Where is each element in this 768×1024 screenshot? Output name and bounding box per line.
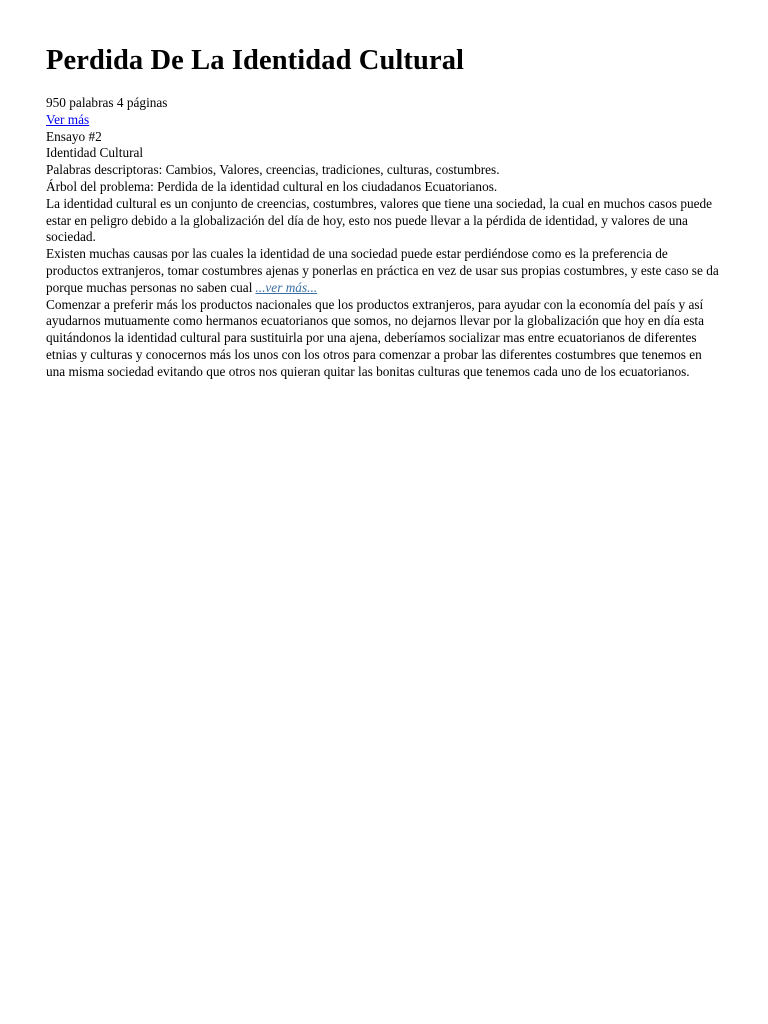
essay-problem-tree: Árbol del problema: Perdida de la identidad cultural en los ciudadanos Ecuatorianos. xyxy=(46,178,498,194)
ver-mas-line xyxy=(46,112,722,129)
document-body xyxy=(46,95,722,381)
essay-paragraph-2 xyxy=(46,246,722,296)
essay-keywords: Palabras descriptoras: Cambios, Valores, creencias, tradiciones, culturas, costumbres. xyxy=(46,162,500,178)
document-meta: 950 palabras 4 páginas xyxy=(46,95,168,110)
essay-number: Ensayo #2 xyxy=(46,128,102,144)
document-page xyxy=(0,0,768,381)
inline-ver-mas-link[interactable]: ...ver más... xyxy=(255,279,318,295)
essay-subject: Identidad Cultural xyxy=(46,145,144,161)
essay-paragraph-1: La identidad cultural es un conjunto de creencias, costumbres, valores que tiene una sociedad, la cual en muchos casos puede estar en peligro debido a la globalización del día de hoy, esto nos puede llevar a la pérdida de identidad, y valores de una sociedad. xyxy=(46,195,713,245)
essay-paragraph-2-text: Existen muchas causas por las cuales la identidad de una sociedad puede estar perdiéndose como es la preferencia de productos extranjeros, tomar costumbres ajenas y ponerlas en práctica en vez de usar sus propias costumbres, y este caso se da porque muchas personas no saben cual xyxy=(46,246,719,295)
document-title: Perdida De La Identidad Cultural xyxy=(46,45,465,76)
essay-paragraph-3: Comenzar a preferir más los productos nacionales que los productos extranjeros, para ayudar con la economía del país y así ayudarnos mutuamente como hermanos ecuatorianos que somos, no dejarnos llevar por la globalización que hoy en día esta quitándonos la identidad cultural para sustituirla por una ajena, deberíamos socializar mas entre ecuatorianos de diferentes etnias y culturas y conocernos más los unos con los otros para comenzar a probar las diferentes costumbres que tenemos en una misma sociedad evitando que otros nos quieran quitar las bonitas culturas que tenemos cada uno de los ecuatorianos. xyxy=(46,296,704,379)
ver-mas-link[interactable]: Ver más xyxy=(46,111,90,127)
